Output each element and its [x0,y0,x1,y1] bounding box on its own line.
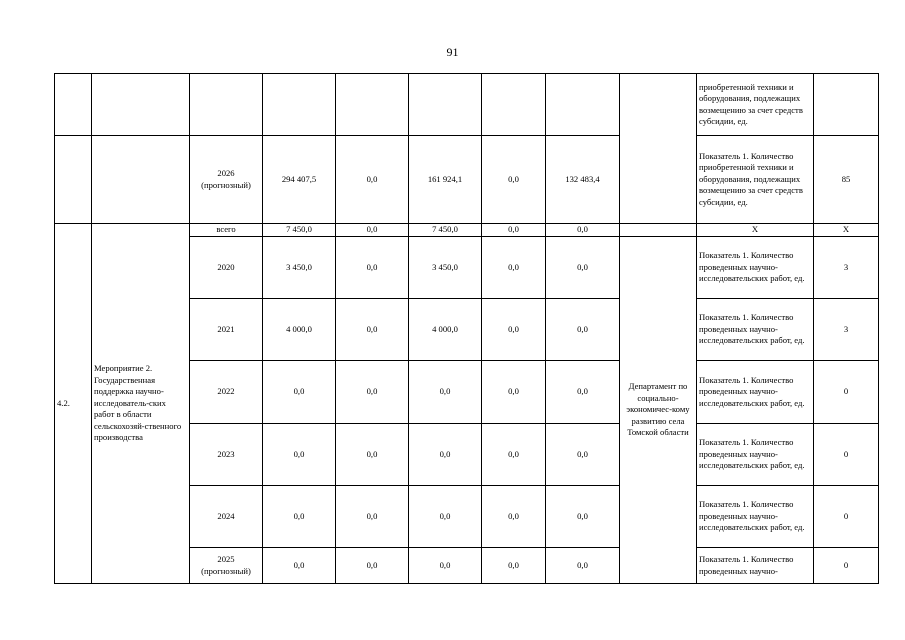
cell-indicator: Показатель 1. Количество проведенных научно-исследовательских работ, ед. [697,299,814,361]
cell-value: 0 [814,548,879,584]
cell-year: 2021 [190,299,263,361]
cell-total: 4 000,0 [263,299,336,361]
cell-indicator: Показатель 1. Количество проведенных научно-исследовательских работ, ед. [697,424,814,486]
cell-total: 3 450,0 [263,237,336,299]
cell-year: 2023 [190,424,263,486]
cell-v4: 0,0 [546,486,620,548]
activity-name: Мероприятие 2. Государственная поддержка научно-исследователь-ских работ в области сельскохозяй-ственного производства [92,224,190,584]
cell-v3: 0,0 [482,486,546,548]
cell-v2: 0,0 [409,361,482,424]
cell-v2: 161 924,1 [409,136,482,224]
cell-v2: 0,0 [409,424,482,486]
cell-v2: 4 000,0 [409,299,482,361]
cell-value: 0 [814,486,879,548]
cell-total: 294 407,5 [263,136,336,224]
cell-indicator: Показатель 1. Количество проведенных научно-исследовательских работ, ед. [697,237,814,299]
cell-v3: 0,0 [482,237,546,299]
cell-total: 0,0 [263,548,336,584]
cell-v4: 0,0 [546,237,620,299]
cell-total: 0,0 [263,424,336,486]
cell-v4: 132 483,4 [546,136,620,224]
cell-v3 [482,74,546,136]
cell-v3: 0,0 [482,424,546,486]
cell-department [620,74,697,224]
cell-v4: 0,0 [546,548,620,584]
cell-year: 2020 [190,237,263,299]
cell-v4: 0,0 [546,424,620,486]
cell-v4: 0,0 [546,299,620,361]
cell-v2 [409,74,482,136]
cell-v1: 0,0 [336,486,409,548]
cell-v3: 0,0 [482,361,546,424]
cell-total: 0,0 [263,486,336,548]
cell-year [190,74,263,136]
cell-v2: 7 450,0 [409,224,482,237]
table-row [55,136,879,224]
cell-v4: 0,0 [546,361,620,424]
cell-number [55,136,92,224]
cell-name [92,136,190,224]
cell-value: 3 [814,237,879,299]
cell-year: 2026 (прогнозный) [190,136,263,224]
cell-name [92,74,190,136]
cell-v2: 0,0 [409,548,482,584]
cell-v1: 0,0 [336,224,409,237]
cell-v2: 3 450,0 [409,237,482,299]
cell-indicator: Показатель 1. Количество проведенных научно-исследовательских работ, ед. [697,486,814,548]
cell-v1: 0,0 [336,299,409,361]
cell-v2: 0,0 [409,486,482,548]
cell-year: 2025 (прогнозный) [190,548,263,584]
cell-total: 0,0 [263,361,336,424]
cell-indicator: приобретенной техники и оборудования, подлежащих возмещению за счет средств субсидии, ед. [697,74,814,136]
table-row [55,74,879,136]
cell-total [263,74,336,136]
cell-year: 2022 [190,361,263,424]
activity-number: 4.2. [55,224,92,584]
cell-value: 0 [814,361,879,424]
cell-v1: 0,0 [336,424,409,486]
page-number: 91 [446,45,459,59]
cell-indicator: Показатель 1. Количество проведенных научно- [697,548,814,584]
cell-indicator: Показатель 1. Количество проведенных научно-исследовательских работ, ед. [697,361,814,424]
cell-v1: 0,0 [336,548,409,584]
cell-v1: 0,0 [336,237,409,299]
cell-indicator: Показатель 1. Количество приобретенной техники и оборудования, подлежащих возмещению за счет средств субсидии, ед. [697,136,814,224]
cell-indicator: Х [697,224,814,237]
cell-department [620,224,697,237]
activity-department: Департамент по социально-экономичес-кому развитию села Томской области [620,237,697,584]
cell-v1: 0,0 [336,361,409,424]
cell-v3: 0,0 [482,136,546,224]
cell-total: 7 450,0 [263,224,336,237]
cell-v3: 0,0 [482,299,546,361]
cell-v1: 0,0 [336,136,409,224]
table-row [55,224,879,237]
cell-year: 2024 [190,486,263,548]
cell-value: 85 [814,136,879,224]
cell-v3: 0,0 [482,548,546,584]
cell-v4 [546,74,620,136]
cell-value: 0 [814,424,879,486]
cell-value: Х [814,224,879,237]
cell-number [55,74,92,136]
cell-value [814,74,879,136]
cell-v1 [336,74,409,136]
cell-v4: 0,0 [546,224,620,237]
cell-value: 3 [814,299,879,361]
program-table [54,73,879,584]
cell-year: всего [190,224,263,237]
cell-v3: 0,0 [482,224,546,237]
